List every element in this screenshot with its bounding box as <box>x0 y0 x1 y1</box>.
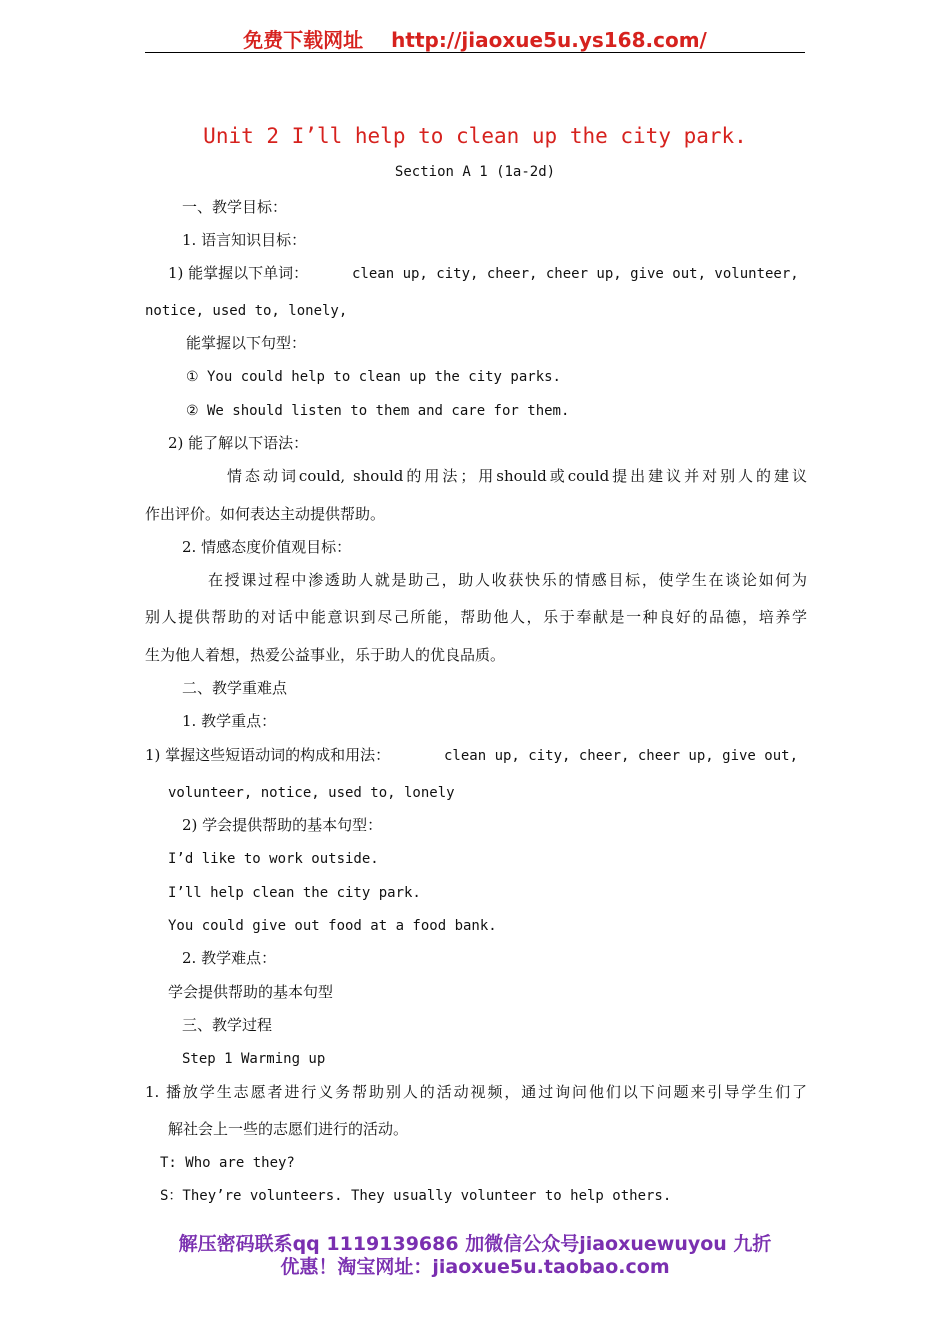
attitude-text-line2: 别人提供帮助的对话中能意识到尽己所能，帮助他人，乐于奉献是一种良好的品德，培养学 <box>145 608 807 626</box>
section-heading-key-points: 二、教学重难点 <box>182 679 288 697</box>
attitude-text-line3: 生为他人着想，热爱公益事业，乐于助人的优良品质。 <box>145 646 506 664</box>
sentence-pattern-1: ① You could help to clean up the city parks. <box>186 369 561 385</box>
vocab-line-continued: notice, used to, lonely, <box>145 303 348 319</box>
step-text-line1: 1. 播放学生志愿者进行义务帮助别人的活动视频，通过询问他们以下问题来引导学生们了 <box>145 1083 807 1101</box>
vocab-line-words: clean up, city, cheer, cheer up, give out, volunteer, <box>352 266 799 282</box>
section-heading-objectives: 一、教学目标： <box>182 198 288 216</box>
phrasal-verbs-label: 1) 掌握这些短语动词的构成和用法： <box>145 746 391 764</box>
header-banner <box>145 24 805 53</box>
example-sentence-1: I’d like to work outside. <box>168 851 379 867</box>
footer-line-2: 优惠！淘宝网址：jiaoxue5u.taobao.com <box>280 1256 670 1278</box>
sentence-patterns-label: 能掌握以下句型： <box>186 334 307 352</box>
footer-line-1: 解压密码联系qq 1119139686 加微信公众号jiaoxuewuyou 九折 <box>178 1233 772 1255</box>
example-sentence-2: I’ll help clean the city park. <box>168 885 421 901</box>
header-url-link[interactable]: http://jiaoxue5u.ys168.com/ <box>391 28 707 52</box>
subheading-key-points: 1. 教学重点： <box>182 712 277 730</box>
vocab-line-label: 1) 能掌握以下单词： <box>168 264 309 282</box>
grammar-text-line2: 作出评价。如何表达主动提供帮助。 <box>145 505 386 523</box>
document-subtitle: Section A 1 (1a-2d) <box>394 164 556 180</box>
sentence-pattern-2: ② We should listen to them and care for them. <box>186 403 570 419</box>
section-heading-process: 三、教学过程 <box>182 1016 273 1034</box>
subheading-difficulties: 2. 教学难点： <box>182 949 277 967</box>
attitude-text-line1: 在授课过程中渗透助人就是助己，助人收获快乐的情感目标，使学生在谈论如何为 <box>208 571 807 589</box>
phrasal-verbs-list: clean up, city, cheer, cheer up, give out, <box>444 748 799 764</box>
step-heading: Step 1 Warming up <box>182 1051 326 1067</box>
header-label: 免费下载网址 <box>243 28 364 52</box>
dialogue-student: S：They’re volunteers. They usually volunteer to help others. <box>160 1188 672 1204</box>
offer-help-label: 2) 学会提供帮助的基本句型： <box>182 816 383 834</box>
subheading-attitude-goals: 2. 情感态度价值观目标： <box>182 538 352 556</box>
step-text-line2: 解社会上一些的志愿们进行的活动。 <box>168 1120 409 1138</box>
example-sentence-3: You could give out food at a food bank. <box>168 918 497 934</box>
subheading-language-goals: 1. 语言知识目标： <box>182 231 307 249</box>
difficulties-text: 学会提供帮助的基本句型 <box>168 983 334 1001</box>
grammar-text-line1: 情态动词could, should的用法；用should或could提出建议并对别人的建议 <box>227 467 807 485</box>
phrasal-verbs-continued: volunteer, notice, used to, lonely <box>168 785 455 801</box>
grammar-label: 2) 能了解以下语法： <box>168 434 309 452</box>
dialogue-teacher: T: Who are they? <box>160 1155 295 1171</box>
document-title: Unit 2 I’ll help to clean up the city park. <box>203 124 747 148</box>
